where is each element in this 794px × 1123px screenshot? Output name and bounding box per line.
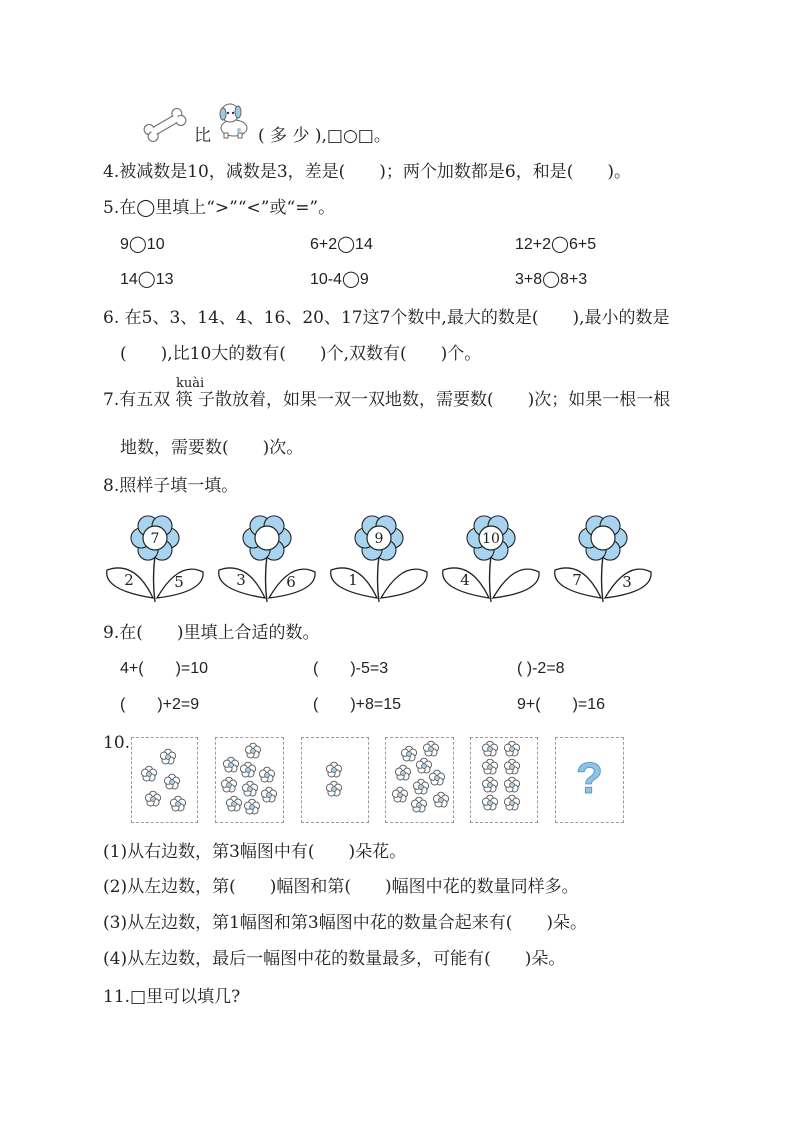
small-flower-icon	[141, 766, 156, 781]
small-flower-icon	[433, 792, 448, 807]
small-flower-icon	[164, 774, 179, 789]
small-flower-icon	[504, 777, 519, 792]
small-flower-icon	[170, 796, 185, 811]
small-flower-icon	[413, 779, 428, 794]
small-flower-icon	[242, 781, 257, 796]
small-flower-icon	[504, 741, 519, 756]
q7-line1: 7.有五双 筷 子散放着，如果一双一双地数，需要数( )次；如果一根一根	[103, 390, 671, 410]
flower-number-right: 3	[622, 573, 632, 591]
small-flower-icon	[401, 746, 416, 761]
flower-number-left: 7	[572, 571, 582, 589]
small-flower-icon	[482, 795, 497, 810]
question-mark: ?	[576, 754, 603, 803]
small-flower-icon	[504, 795, 519, 810]
flower-number-top: 7	[150, 531, 160, 547]
q5-item: 9◯10	[120, 236, 165, 253]
q10-sub-1: (1)从右边数，第3幅图中有( )朵花。	[103, 842, 407, 862]
small-flower-icon	[395, 765, 410, 780]
q9-item: 4+( )=10	[120, 660, 209, 677]
q11-title: 11.□里可以填几?	[103, 987, 241, 1007]
flower-number-left: 3	[236, 571, 246, 589]
q9-item: ( )+8=15	[313, 696, 402, 713]
flower-number-left: 4	[460, 571, 470, 589]
flower-number-top: 10	[482, 531, 500, 547]
q3-choice: ( 多 少 ),□○□。	[258, 126, 391, 146]
flower-number-right: 6	[286, 573, 296, 591]
small-flower-icon	[223, 757, 238, 772]
q5-item: 6+2◯14	[310, 236, 373, 253]
q5-title: 5.在◯里填上“>”“<”或“=”。	[103, 198, 336, 218]
small-flower-icon	[145, 791, 160, 806]
q10-sub-2: (2)从左边数，第( )幅图和第( )幅图中花的数量同样多。	[103, 877, 579, 897]
q9-item: ( )-5=3	[313, 660, 389, 677]
q5-item: 10-4◯9	[310, 271, 369, 288]
small-flower-icon	[482, 759, 497, 774]
flower-number-left: 2	[124, 571, 134, 589]
small-flower-icon	[245, 743, 260, 758]
small-flower-icon	[504, 759, 519, 774]
q9-title: 9.在( )里填上合适的数。	[103, 623, 320, 643]
q6-line1: 6. 在5、3、14、4、16、20、17这7个数中,最大的数是( ),最小的数是	[103, 308, 670, 328]
q7-pinyin: kuài	[176, 376, 205, 391]
q9-item: ( )+2=9	[120, 696, 200, 713]
small-flower-icon	[326, 781, 341, 796]
small-flower-icon	[226, 796, 241, 811]
small-flower-icon	[411, 797, 426, 812]
small-flower-icon	[482, 777, 497, 792]
q7-line2: 地数，需要数( )次。	[120, 438, 304, 458]
q3-bi: 比	[194, 126, 211, 146]
flower-number-right: 5	[174, 573, 184, 591]
small-flower-icon	[261, 787, 276, 802]
small-flower-icon	[482, 741, 497, 756]
q10-sub-3: (3)从左边数，第1幅图和第3幅图中花的数量合起来有( )朵。	[103, 913, 587, 933]
small-flower-icon	[429, 770, 444, 785]
small-flower-icon	[244, 799, 259, 814]
q5-item: 3+8◯8+3	[515, 271, 588, 288]
q9-item: ( )-2=8	[517, 660, 565, 677]
small-flower-icon	[259, 767, 274, 782]
q5-item: 12+2◯6+5	[515, 236, 597, 253]
small-flower-icon	[423, 741, 438, 756]
small-flower-icon	[240, 762, 255, 777]
flower-number-left: 1	[348, 571, 358, 589]
q8-title: 8.照样子填一填。	[103, 476, 239, 496]
q5-item: 14◯13	[120, 271, 174, 288]
q6-line2: ( ),比10大的数有( )个,双数有( )个。	[120, 344, 482, 364]
q9-item: 9+( )=16	[517, 696, 606, 713]
small-flower-icon	[392, 787, 407, 802]
small-flower-icon	[160, 749, 175, 764]
small-flower-icon	[326, 762, 341, 777]
q4-text: 4.被减数是10，减数是3，差是( )；两个加数都是6，和是( )。	[103, 162, 632, 182]
small-flower-icon	[221, 777, 236, 792]
q10-sub-4: (4)从左边数，最后一幅图中花的数量最多，可能有( )朵。	[103, 949, 566, 969]
small-flower-icon	[416, 758, 431, 773]
q10-number: 10.	[103, 733, 131, 753]
flower-number-top: 9	[374, 531, 384, 547]
